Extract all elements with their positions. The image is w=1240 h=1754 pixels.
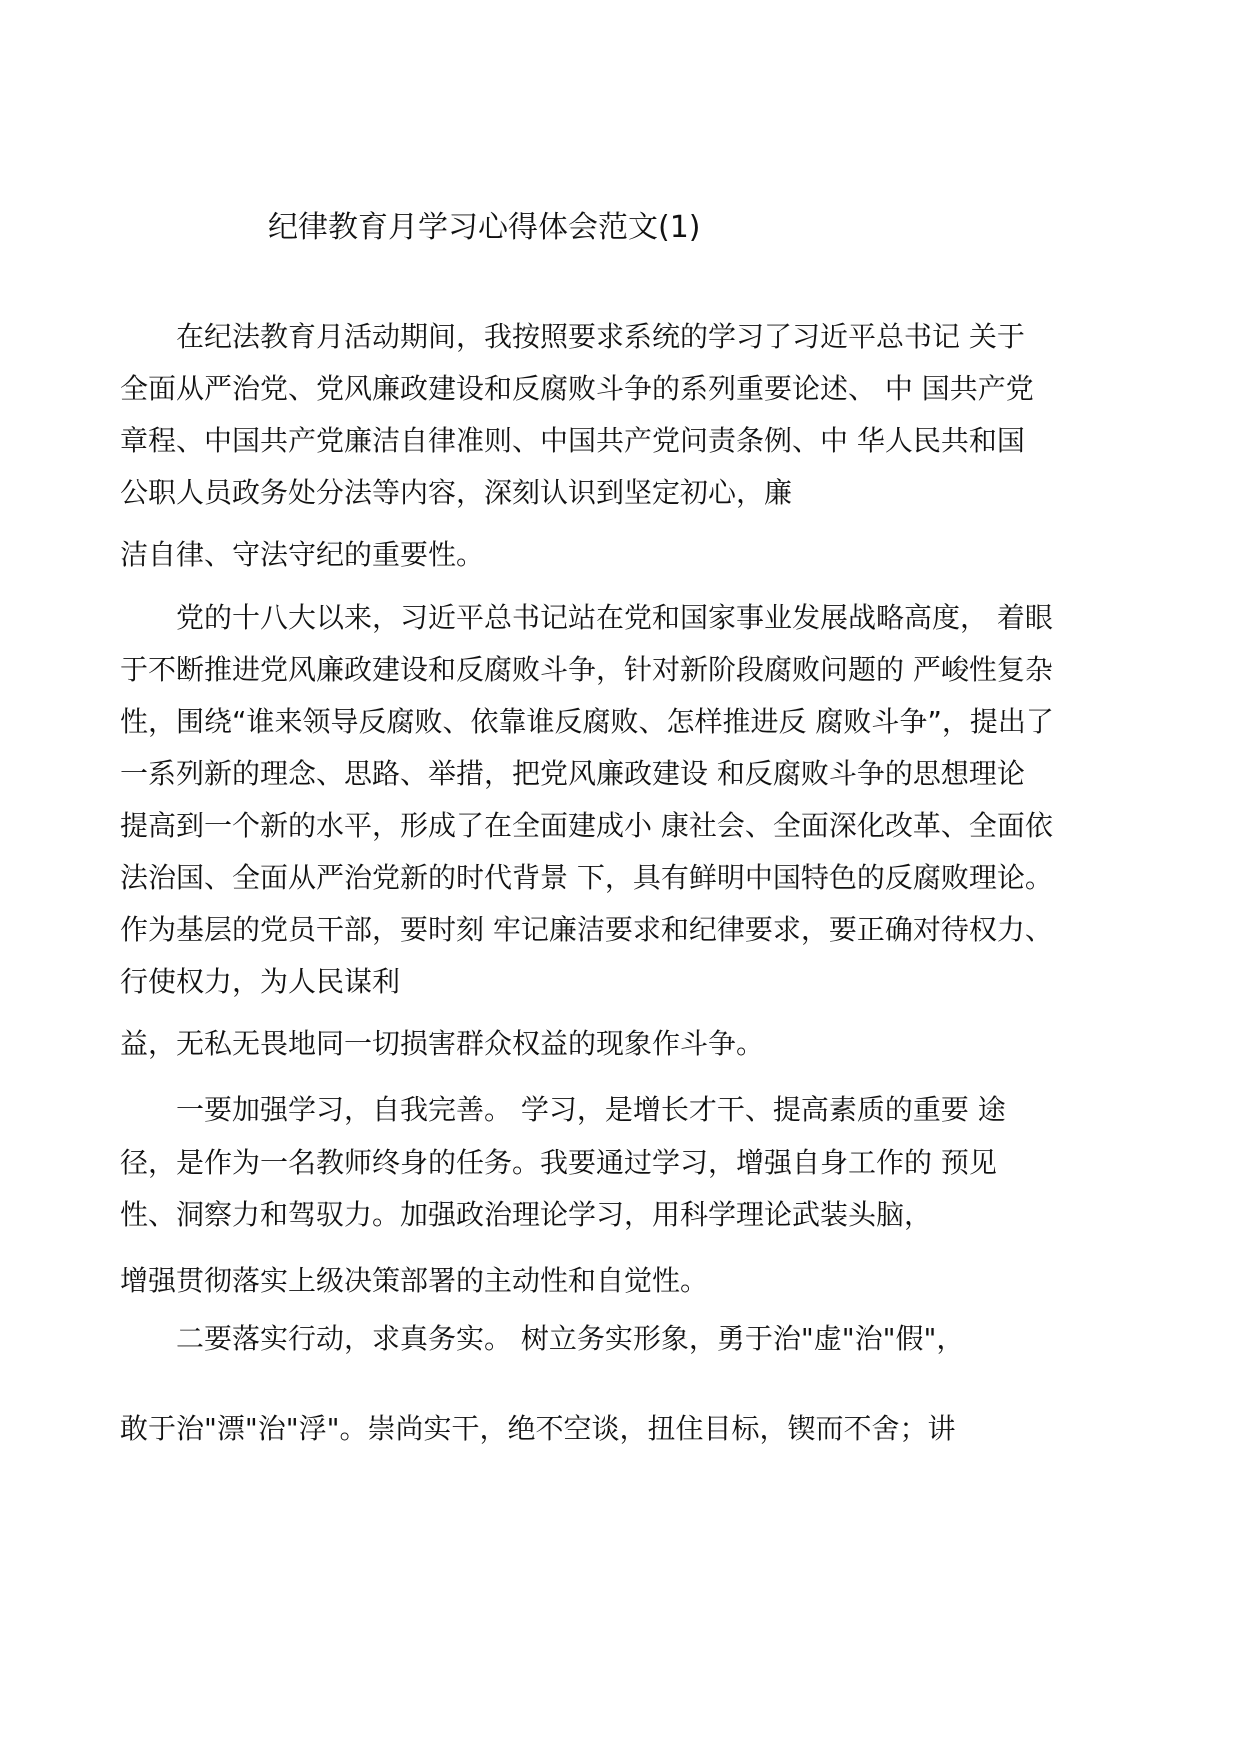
paragraph-line: 党的十八大以来，习近平总书记站在党和国家事业发展战略高度， 着眼: [120, 601, 1053, 634]
paragraph-line: 行使权力，为人民谋利: [120, 965, 401, 998]
paragraph-line: 法治国、全面从严治党新的时代背景 下，具有鲜明中国特色的反腐败理论。: [120, 861, 1053, 894]
paragraph-line: 敢于治"漂"治"浮"。崇尚实干，绝不空谈，扭住目标，锲而不舍；讲: [120, 1412, 956, 1445]
paragraph-line: 性、洞察力和驾驭力。加强政治理论学习，用科学理论武装头脑，: [120, 1198, 933, 1231]
document-title: 纪律教育月学习心得体会范文(1): [268, 210, 701, 245]
paragraph-line: 于不断推进党风廉政建设和反腐败斗争，针对新阶段腐败问题的 严峻性复杂: [120, 653, 1053, 686]
paragraph-line: 章程、中国共产党廉洁自律准则、中国共产党问责条例、中 华人民共和国: [120, 424, 1025, 457]
paragraph-line: 全面从严治党、党风廉政建设和反腐败斗争的系列重要论述、 中 国共产党: [120, 372, 1034, 405]
paragraph-line: 二要落实行动，求真务实。 树立务实形象，勇于治"虚"治"假"，: [120, 1322, 965, 1355]
paragraph-line: 在纪法教育月活动期间，我按照要求系统的学习了习近平总书记 关于: [120, 320, 1025, 353]
paragraph-line: 一系列新的理念、思路、举措，把党风廉政建设 和反腐败斗争的思想理论: [120, 757, 1025, 790]
paragraph-line: 径，是作为一名教师终身的任务。我要通过学习，增强自身工作的 预见: [120, 1146, 997, 1179]
paragraph-line: 一要加强学习，自我完善。 学习，是增长才干、提高素质的重要 途: [120, 1093, 1006, 1126]
paragraph-line: 洁自律、守法守纪的重要性。: [120, 538, 485, 571]
paragraph-line: 作为基层的党员干部，要时刻 牢记廉洁要求和纪律要求，要正确对待权力、: [120, 913, 1053, 946]
paragraph-line: 增强贯彻落实上级决策部署的主动性和自觉性。: [120, 1264, 709, 1297]
paragraph-line: 性，围绕“谁来领导反腐败、依靠谁反腐败、怎样推进反 腐败斗争”，提出了: [120, 705, 1054, 738]
paragraph-line: 益，无私无畏地同一切损害群众权益的现象作斗争。: [120, 1027, 765, 1060]
paragraph-line: 提高到一个新的水平，形成了在全面建成小 康社会、全面深化改革、全面依: [120, 809, 1053, 842]
paragraph-line: 公职人员政务处分法等内容，深刻认识到坚定初心，廉: [120, 476, 793, 509]
